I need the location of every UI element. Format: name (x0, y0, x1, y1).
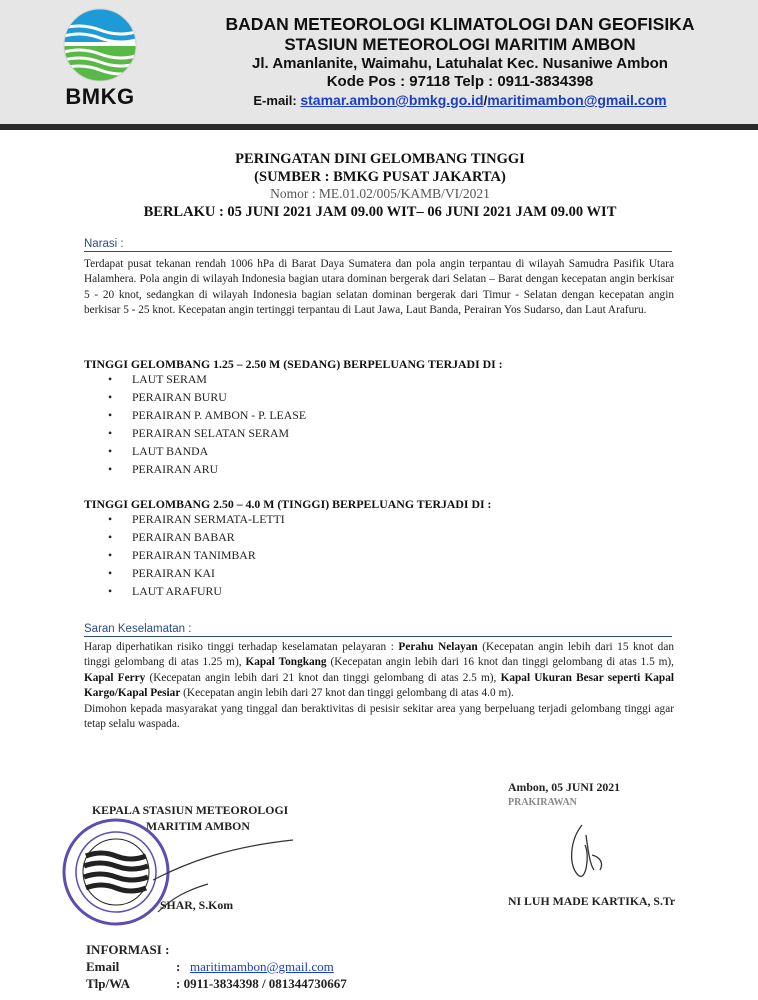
list-item: • PERAIRAN BABAR (108, 528, 285, 546)
list-item: • LAUT ARAFURU (108, 582, 285, 600)
vessel-kapal-besar: Kapal Ukuran Besar seperti Kapal Kargo/Kapal Pesiar (84, 671, 675, 700)
forecaster-name: NI LUH MADE KARTIKA, S.Tr (508, 894, 676, 908)
kepala-title-2: MARITIM AMBON (146, 819, 250, 833)
list-item: • PERAIRAN SERMATA-LETTI (108, 510, 285, 528)
informasi-email (190, 959, 334, 975)
forecaster-signature (560, 815, 610, 885)
list-item: • PERAIRAN BURU (108, 388, 306, 406)
document-source: (SUMBER : BMKG PUSAT JAKARTA) (254, 169, 506, 185)
informasi-email-link[interactable]: maritimambon@gmail.com (190, 959, 334, 974)
saran-text (84, 640, 674, 732)
email-link-stamar[interactable]: stamar.ambon@bmkg.go.id (300, 92, 484, 108)
vessel-kapal-tongkang: Kapal Tongkang (245, 656, 327, 669)
kepala-title-1: KEPALA STASIUN METEOROLOGI (92, 803, 289, 817)
email-colon: : (176, 959, 181, 974)
vessel-perahu-nelayan: Perahu Nelayan (398, 641, 478, 653)
place-date: Ambon, 05 JUNI 2021 (508, 780, 621, 794)
prakirawan-label: PRAKIRAWAN (508, 797, 577, 808)
saran-detail: (Kecepatan angin lebih dari 27 knot dan tinggi gelombang di atas 4.0 m). (180, 687, 514, 700)
informasi-heading: INFORMASI : (86, 942, 170, 957)
email-label: E-mail: (253, 93, 301, 108)
document-title: PERINGATAN DINI GELOMBANG TINGGI (235, 151, 525, 167)
bmkg-logo (58, 8, 142, 110)
agency-name: BADAN METEOROLOGI KLIMATOLOGI DAN GEOFISIKA (225, 14, 695, 34)
list-item: • PERAIRAN KAI (108, 564, 285, 582)
narasi-text: Terdapat pusat tekanan rendah 1006 hPa di Barat Daya Sumatera dan pola angin terpantau di wilayah Samudra Pasifik Utara Halamhera. Pola angin di wilayah Indonesia bagian utara dominan bergerak dari Selatan – Barat dengan kecepatan angin berkisar 5 - 20 knot, sedangkan di wilayah Indonesia bagian selatan dominan bergerak dari Timur - Selatan dengan kecepatan angin berkisar 5 - 25 knot. Kecepatan angin tertinggi terpantau di Laut Jawa, Laut Banda, Perairan Yos Sudarso, dan Laut Arafuru. (84, 258, 674, 317)
email-link-maritim[interactable]: maritimambon@gmail.com (487, 92, 667, 108)
saran-label: Saran Keselamatan : (84, 623, 672, 637)
list-item: • LAUT SERAM (108, 370, 306, 388)
vessel-kapal-ferry: Kapal Ferry (84, 671, 146, 684)
saran-detail: (Kecepatan angin lebih dari 15 knot dan tinggi gelombang di atas 1.25 m), (84, 641, 674, 669)
tinggi-area-list (108, 510, 285, 600)
narasi-label: Narasi : (84, 238, 672, 252)
saran-intro: Harap diperhatikan risiko tinggi terhadap keselamatan pelayaran : (84, 641, 399, 653)
email-label-row: Email (86, 959, 120, 974)
document-number: Nomor : ME.01.02/005/KAMB/VI/2021 (270, 186, 490, 201)
address: Jl. Amanlanite, Waimahu, Latuhalat Kec. Nusaniwe Ambon (252, 55, 668, 72)
letterhead (0, 0, 758, 130)
list-item: • PERAIRAN SELATAN SERAM (108, 424, 306, 442)
bmkg-emblem-icon (58, 8, 142, 82)
saran-detail: (Kecepatan angin lebih dari 16 knot dan tinggi gelombang di atas 1.5 m), (326, 656, 674, 669)
postal-phone: Kode Pos : 97118 Telp : 0911-3834398 (326, 73, 594, 90)
list-item: • PERAIRAN TANIMBAR (108, 546, 285, 564)
list-item: • LAUT BANDA (108, 442, 306, 460)
saran-appeal: Dimohon kepada masyarakat yang tinggal dan beraktivitas di pesisir sekitar area yang berpeluang terjadi gelombang tinggi agar tetap selalu waspada. (84, 702, 674, 731)
email-separator: / (483, 93, 488, 108)
phone-value: : 0911-3834398 / 081344730667 (176, 976, 347, 991)
list-item: • PERAIRAN ARU (108, 460, 306, 478)
tinggi-heading: TINGGI GELOMBANG 2.50 – 4.0 M (TINGGI) BERPELUANG TERJADI DI : (84, 497, 492, 511)
saran-detail: (Kecepatan angin lebih dari 21 knot dan tinggi gelombang di atas 2.5 m), (145, 671, 501, 684)
validity-period: BERLAKU : 05 JUNI 2021 JAM 09.00 WIT– 06 JUNI 2021 JAM 09.00 WIT (143, 204, 617, 220)
list-item: • PERAIRAN P. AMBON - P. LEASE (108, 406, 306, 424)
sedang-area-list (108, 370, 306, 478)
station-name: STASIUN METEOROLOGI MARITIM AMBON (284, 35, 636, 54)
phone-label: Tlp/WA (86, 976, 131, 991)
email-line (170, 92, 750, 108)
kepala-name: SHAR, S.Kom (160, 898, 234, 912)
logo-text: BMKG (65, 84, 135, 109)
station-stamp-signature (58, 812, 298, 937)
sedang-heading: TINGGI GELOMBANG 1.25 – 2.50 M (SEDANG) BERPELUANG TERJADI DI : (84, 357, 503, 371)
